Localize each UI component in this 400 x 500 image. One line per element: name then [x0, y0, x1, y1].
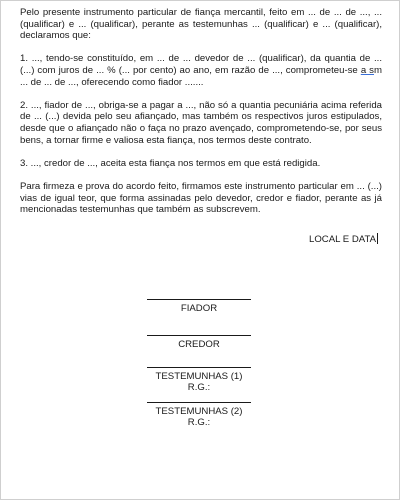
clause-1-text-a: 1. ..., tendo-se constituído, em ... de ... devedor de ... (qualificar), da quantia de ... (...) com juros de ... % (... por cento) ao ano, em razão de ..., comprometeu-se	[20, 53, 382, 76]
rg-label-testemunha-2: R.G.:	[187, 417, 211, 428]
signature-label-testemunha-2: TESTEMUNHAS (2)	[155, 406, 243, 417]
clause-1-text-b: m ... de ... de ..., oferecendo como fiador .......	[20, 64, 382, 88]
signature-line	[147, 299, 251, 300]
signature-label-credor: CREDOR	[178, 339, 220, 350]
signature-label-fiador: FIADOR	[180, 303, 218, 314]
local-e-data-line	[309, 233, 378, 245]
signature-block-testemunha-2	[147, 402, 251, 428]
signature-label-testemunha-1: TESTEMUNHAS (1)	[155, 371, 243, 382]
intro-paragraph: Pelo presente instrumento particular de fiança mercantil, feito em ... de ... de ..., ... (qualificar) e ... (qualificar), perante as testemunhas ... (qualificar) e ... (qualificar), declaramos que:	[20, 7, 382, 42]
signature-line	[147, 367, 251, 368]
clause-3-paragraph: 3. ..., credor de ..., aceita esta fiança nos termos em que está redigida.	[20, 157, 321, 169]
signature-line	[147, 402, 251, 403]
clause-1-paragraph	[20, 53, 382, 88]
closing-paragraph: Para firmeza e prova do acordo feito, firmamos este instrumento particular em ... (...) vias de igual teor, que forma assinadas pelo devedor, credor e fiador, perante as já mencionadas testemunhas que também as subscrevem.	[20, 180, 382, 216]
signature-block-testemunha-1	[147, 367, 251, 393]
spellcheck-underlined-text: a s	[360, 64, 374, 76]
signature-block-fiador	[147, 299, 251, 314]
text-cursor	[377, 233, 378, 244]
local-e-data-text: LOCAL E DATA	[309, 234, 376, 245]
signature-line	[147, 335, 251, 336]
clause-2-paragraph: 2. ..., fiador de ..., obriga-se a pagar a ..., não só a quantia pecuniária acima referida de ... (...) devida pelo seu afiançado, mas também os respectivos juros estipulados, desde que o afiançado não o faça no prazo avençado, comprometendo-se, por seus bens, a tornar firme e valiosa esta fiança, nos termos deste contrato.	[20, 99, 382, 146]
signature-block-credor	[147, 335, 251, 350]
document-body	[20, 7, 382, 227]
rg-label-testemunha-1: R.G.:	[187, 382, 211, 393]
